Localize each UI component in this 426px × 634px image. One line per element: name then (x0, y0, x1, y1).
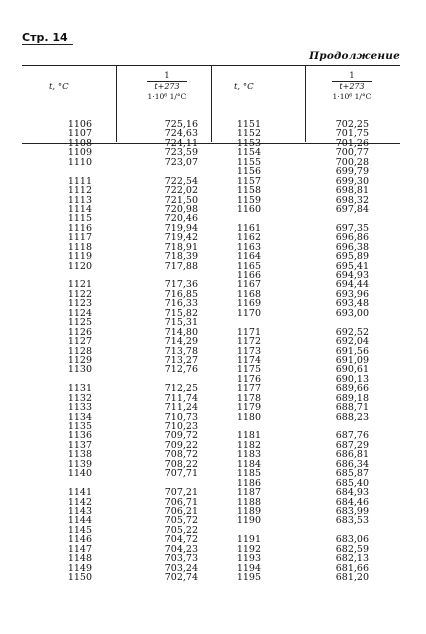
table-cell-value: 683,53 (335, 515, 369, 527)
table-cell-temperature: 1109 (67, 147, 92, 159)
column-right-temperature (235, 120, 261, 582)
table-cell-temperature: 1107 (67, 128, 92, 140)
table-cell-temperature: 1112 (67, 185, 92, 197)
table-cell-temperature: 1163 (236, 241, 261, 253)
table-cell-temperature: 1159 (236, 194, 261, 206)
table-cell-value: 703,24 (164, 562, 198, 574)
table-cell-temperature: 1124 (67, 307, 92, 319)
table-cell-value: 692,52 (335, 326, 369, 338)
table-cell-temperature: 1158 (236, 185, 261, 197)
table-cell-value: 721,50 (164, 194, 198, 206)
table-cell-temperature: 1179 (236, 402, 261, 414)
table-cell-value: 694,93 (335, 270, 369, 281)
table-cell-temperature: 1132 (67, 392, 92, 404)
table-cell-value: 717,88 (164, 260, 198, 272)
table-cell-value: 706,71 (164, 496, 198, 508)
table-cell-temperature: 1190 (236, 515, 261, 527)
table-cell-temperature: 1153 (236, 137, 261, 149)
table-cell-temperature: 1174 (236, 354, 261, 366)
table-cell-value: 694,44 (335, 279, 369, 291)
table-cell-value: 688,23 (335, 411, 369, 423)
table-cell-value: 697,84 (335, 203, 369, 215)
table-cell-value: 692,04 (335, 336, 369, 348)
table-cell-temperature: 1113 (67, 194, 92, 206)
table-cell-temperature: 1131 (67, 383, 92, 395)
table-cell-value: 702,74 (164, 572, 198, 583)
table-cell-value: 704,72 (164, 534, 198, 546)
table-cell-temperature: 1173 (236, 345, 261, 357)
table-cell-temperature: 1154 (236, 147, 261, 159)
table-cell-value: 716,85 (164, 288, 198, 300)
fraction-scale: 1·10⁶ 1/°C (332, 92, 372, 101)
table-cell-value: 686,81 (335, 449, 369, 461)
fraction-scale: 1·10⁶ 1/°C (147, 92, 187, 101)
table-cell-value: 720,46 (164, 213, 198, 225)
table-cell-value: 683,06 (335, 534, 369, 546)
table-cell-value: 695,89 (335, 251, 369, 263)
table-cell-temperature: 1149 (67, 562, 92, 574)
table-cell-temperature: 1106 (67, 119, 92, 130)
table-cell-temperature: 1164 (236, 251, 261, 263)
table-cell-value: 710,73 (164, 411, 198, 423)
table-cell-value: 707,71 (164, 468, 198, 480)
table-cell-temperature: 1155 (236, 156, 261, 168)
table-cell-temperature: 1185 (236, 468, 261, 480)
table-cell-temperature: 1133 (67, 402, 92, 414)
table-cell-temperature: 1129 (67, 354, 92, 366)
table-cell-temperature: 1180 (236, 411, 261, 423)
table-cell-temperature: 1172 (236, 336, 261, 348)
fraction-numerator: 1 (349, 71, 355, 81)
table-cell-value: 697,35 (335, 222, 369, 234)
table-cell-value: 693,00 (335, 307, 369, 319)
table-cell-temperature: 1127 (67, 336, 92, 348)
table-cell-temperature: 1110 (67, 156, 92, 168)
table-cell-temperature: 1115 (67, 213, 92, 225)
table-cell-temperature: 1142 (67, 496, 92, 508)
table-cell-temperature: 1111 (67, 175, 92, 187)
table-cell-temperature: 1166 (236, 270, 261, 281)
table-cell-value: 684,46 (335, 496, 369, 508)
table-cell-temperature: 1194 (236, 562, 261, 574)
table-cell-temperature: 1184 (236, 458, 261, 470)
table-cell-temperature: 1169 (236, 298, 261, 310)
table-cell-temperature: 1192 (236, 543, 261, 555)
header-temperature-right: t, °C (234, 82, 254, 92)
table-cell-value: 715,31 (164, 317, 198, 329)
table-cell-value: 711,74 (164, 392, 198, 404)
table-cell-temperature: 1183 (236, 449, 261, 461)
table-cell-temperature: 1121 (67, 279, 92, 291)
table-cell-value: 687,76 (335, 430, 369, 442)
table-cell-temperature: 1160 (236, 203, 261, 215)
table-cell-value: 702,25 (335, 119, 369, 130)
header-fraction-left (117, 71, 217, 101)
table-cell-value: 714,29 (164, 336, 198, 348)
table-cell-value: 711,24 (164, 402, 198, 414)
table-cell-temperature: 1118 (67, 241, 92, 253)
table-cell-value: 713,78 (164, 345, 198, 357)
table-cell-value: 681,20 (335, 572, 369, 583)
column-left-temperature (66, 120, 92, 582)
table-cell-temperature: 1193 (236, 553, 261, 565)
table-cell-temperature: 1138 (67, 449, 92, 461)
table-cell-temperature: 1134 (67, 411, 92, 423)
table-cell-value: 690,61 (335, 364, 369, 376)
table-cell-temperature: 1178 (236, 392, 261, 404)
table-cell-temperature: 1157 (236, 175, 261, 187)
table-cell-value: 707,21 (164, 487, 198, 499)
table-cell-value: 698,32 (335, 194, 369, 206)
table-cell-temperature: 1181 (236, 430, 261, 442)
table-cell-value: 722,02 (164, 185, 198, 197)
table-cell-value: 720,98 (164, 203, 198, 215)
table-cell-temperature: 1117 (67, 232, 92, 244)
table-cell-temperature: 1156 (236, 166, 261, 178)
table-cell-value: 699,30 (335, 175, 369, 187)
table-cell-value: 724,11 (164, 137, 198, 149)
table-cell-value: 706,21 (164, 505, 198, 517)
table-cell-value: 701,75 (335, 128, 369, 140)
page-number: Стр. 14 (22, 31, 68, 44)
table-cell-temperature: 1186 (236, 477, 261, 489)
table-cell-value: 703,73 (164, 553, 198, 565)
table-cell-value: 717,36 (164, 279, 198, 291)
table-cell-temperature: 1141 (67, 487, 92, 499)
table-cell-temperature: 1108 (67, 137, 92, 149)
table-cell-temperature: 1136 (67, 430, 92, 442)
table-cell-value: 715,82 (164, 307, 198, 319)
table-cell-value: 719,94 (164, 222, 198, 234)
table-cell-temperature: 1152 (236, 128, 261, 140)
table-cell-value: 689,18 (335, 392, 369, 404)
table-cell-temperature: 1165 (236, 260, 261, 272)
table-cell-temperature: 1146 (67, 534, 92, 546)
table-cell-value: 699,79 (335, 166, 369, 178)
table-cell-value: 701,26 (335, 137, 369, 149)
continuation-label: Продолжение (309, 50, 400, 62)
table-cell-value: 688,71 (335, 402, 369, 414)
table-cell-temperature: 1150 (67, 572, 92, 583)
table-cell-value: 698,81 (335, 185, 369, 197)
fraction-denominator: t+273 (339, 82, 365, 91)
table-cell-value: 695,41 (335, 260, 369, 272)
table-cell-value: 713,27 (164, 354, 198, 366)
table-cell-temperature: 1148 (67, 553, 92, 565)
table-cell-value: 691,56 (335, 345, 369, 357)
table-cell-temperature: 1143 (67, 505, 92, 517)
table-cell-temperature: 1162 (236, 232, 261, 244)
table-cell-temperature: 1137 (67, 439, 92, 451)
table-cell-temperature: 1176 (236, 373, 261, 385)
table-cell-temperature: 1135 (67, 421, 92, 432)
table-cell-value: 696,86 (335, 232, 369, 244)
table-cell-value: 708,22 (164, 458, 198, 470)
table-cell-temperature: 1123 (67, 298, 92, 310)
table-cell-temperature: 1170 (236, 307, 261, 319)
table-cell-temperature: 1116 (67, 222, 92, 234)
table-cell-value: 690,13 (335, 373, 369, 385)
header-fraction-right (302, 71, 402, 101)
table-cell-temperature: 1120 (67, 260, 92, 272)
column-right-value (329, 120, 369, 582)
table-cell-value: 700,77 (335, 147, 369, 159)
table-cell-value: 719,42 (164, 232, 198, 244)
table-cell-value: 723,07 (164, 156, 198, 168)
table-cell-value: 714,80 (164, 326, 198, 338)
table-cell-temperature: 1125 (67, 317, 92, 329)
table-cell-temperature: 1189 (236, 505, 261, 517)
table-cell-temperature: 1182 (236, 439, 261, 451)
table-cell-temperature: 1177 (236, 383, 261, 395)
table-cell-temperature: 1139 (67, 458, 92, 470)
column-left-value (158, 120, 198, 582)
table-cell-temperature: 1147 (67, 543, 92, 555)
table-cell-value: 685,87 (335, 468, 369, 480)
table-cell-value: 691,09 (335, 354, 369, 366)
table-cell-value: 685,40 (335, 477, 369, 489)
table-cell-temperature: 1188 (236, 496, 261, 508)
table-cell-value: 704,23 (164, 543, 198, 555)
table-cell-value: 684,93 (335, 487, 369, 499)
table-cell-value: 682,13 (335, 553, 369, 565)
table-cell-value: 709,72 (164, 430, 198, 442)
table-cell-value: 725,16 (164, 119, 198, 130)
table-cell-value: 705,22 (164, 524, 198, 536)
table-cell-temperature: 1171 (236, 326, 261, 338)
table-cell-value: 716,33 (164, 298, 198, 310)
table-cell-value: 718,91 (164, 241, 198, 253)
table-cell-temperature: 1122 (67, 288, 92, 300)
table-cell-temperature: 1144 (67, 515, 92, 527)
table-cell-value: 696,38 (335, 241, 369, 253)
table-cell-value: 705,72 (164, 515, 198, 527)
table-cell-temperature: 1114 (67, 203, 92, 215)
table-cell-value: 722,54 (164, 175, 198, 187)
table-cell-temperature: 1161 (236, 222, 261, 234)
table-cell-value: 687,29 (335, 439, 369, 451)
table-cell-temperature: 1187 (236, 487, 261, 499)
table-cell-value: 700,28 (335, 156, 369, 168)
table-cell-value: 693,96 (335, 288, 369, 300)
table-cell-value: 683,99 (335, 505, 369, 517)
header-rule (22, 44, 73, 45)
table-cell-value: 712,76 (164, 364, 198, 376)
table-cell-temperature: 1145 (67, 524, 92, 536)
table-cell-value: 681,66 (335, 562, 369, 574)
table-cell-value: 724,63 (164, 128, 198, 140)
table-cell-value: 689,66 (335, 383, 369, 395)
table-cell-temperature: 1175 (236, 364, 261, 376)
table-cell-value: 709,22 (164, 439, 198, 451)
table-cell-value: 682,59 (335, 543, 369, 555)
table-cell-temperature: 1151 (236, 119, 261, 130)
table-cell-temperature: 1126 (67, 326, 92, 338)
table-cell-temperature: 1195 (236, 572, 261, 583)
table-cell-value: 718,39 (164, 251, 198, 263)
table-cell-temperature: 1191 (236, 534, 261, 546)
fraction-numerator: 1 (164, 71, 170, 81)
table-cell-value: 686,34 (335, 458, 369, 470)
table-cell-value: 708,72 (164, 449, 198, 461)
table-cell-temperature: 1140 (67, 468, 92, 480)
table-cell-value: 710,23 (164, 421, 198, 432)
table-cell-temperature: 1167 (236, 279, 261, 291)
table-cell-temperature: 1128 (67, 345, 92, 357)
table-cell-temperature: 1130 (67, 364, 92, 376)
table-cell-temperature: 1119 (67, 251, 92, 263)
header-temperature-left: t, °C (49, 82, 69, 92)
table-cell-value: 712,25 (164, 383, 198, 395)
fraction-denominator: t+273 (154, 82, 180, 91)
table-cell-value: 723,59 (164, 147, 198, 159)
table-cell-value: 693,48 (335, 298, 369, 310)
table-cell-temperature: 1168 (236, 288, 261, 300)
